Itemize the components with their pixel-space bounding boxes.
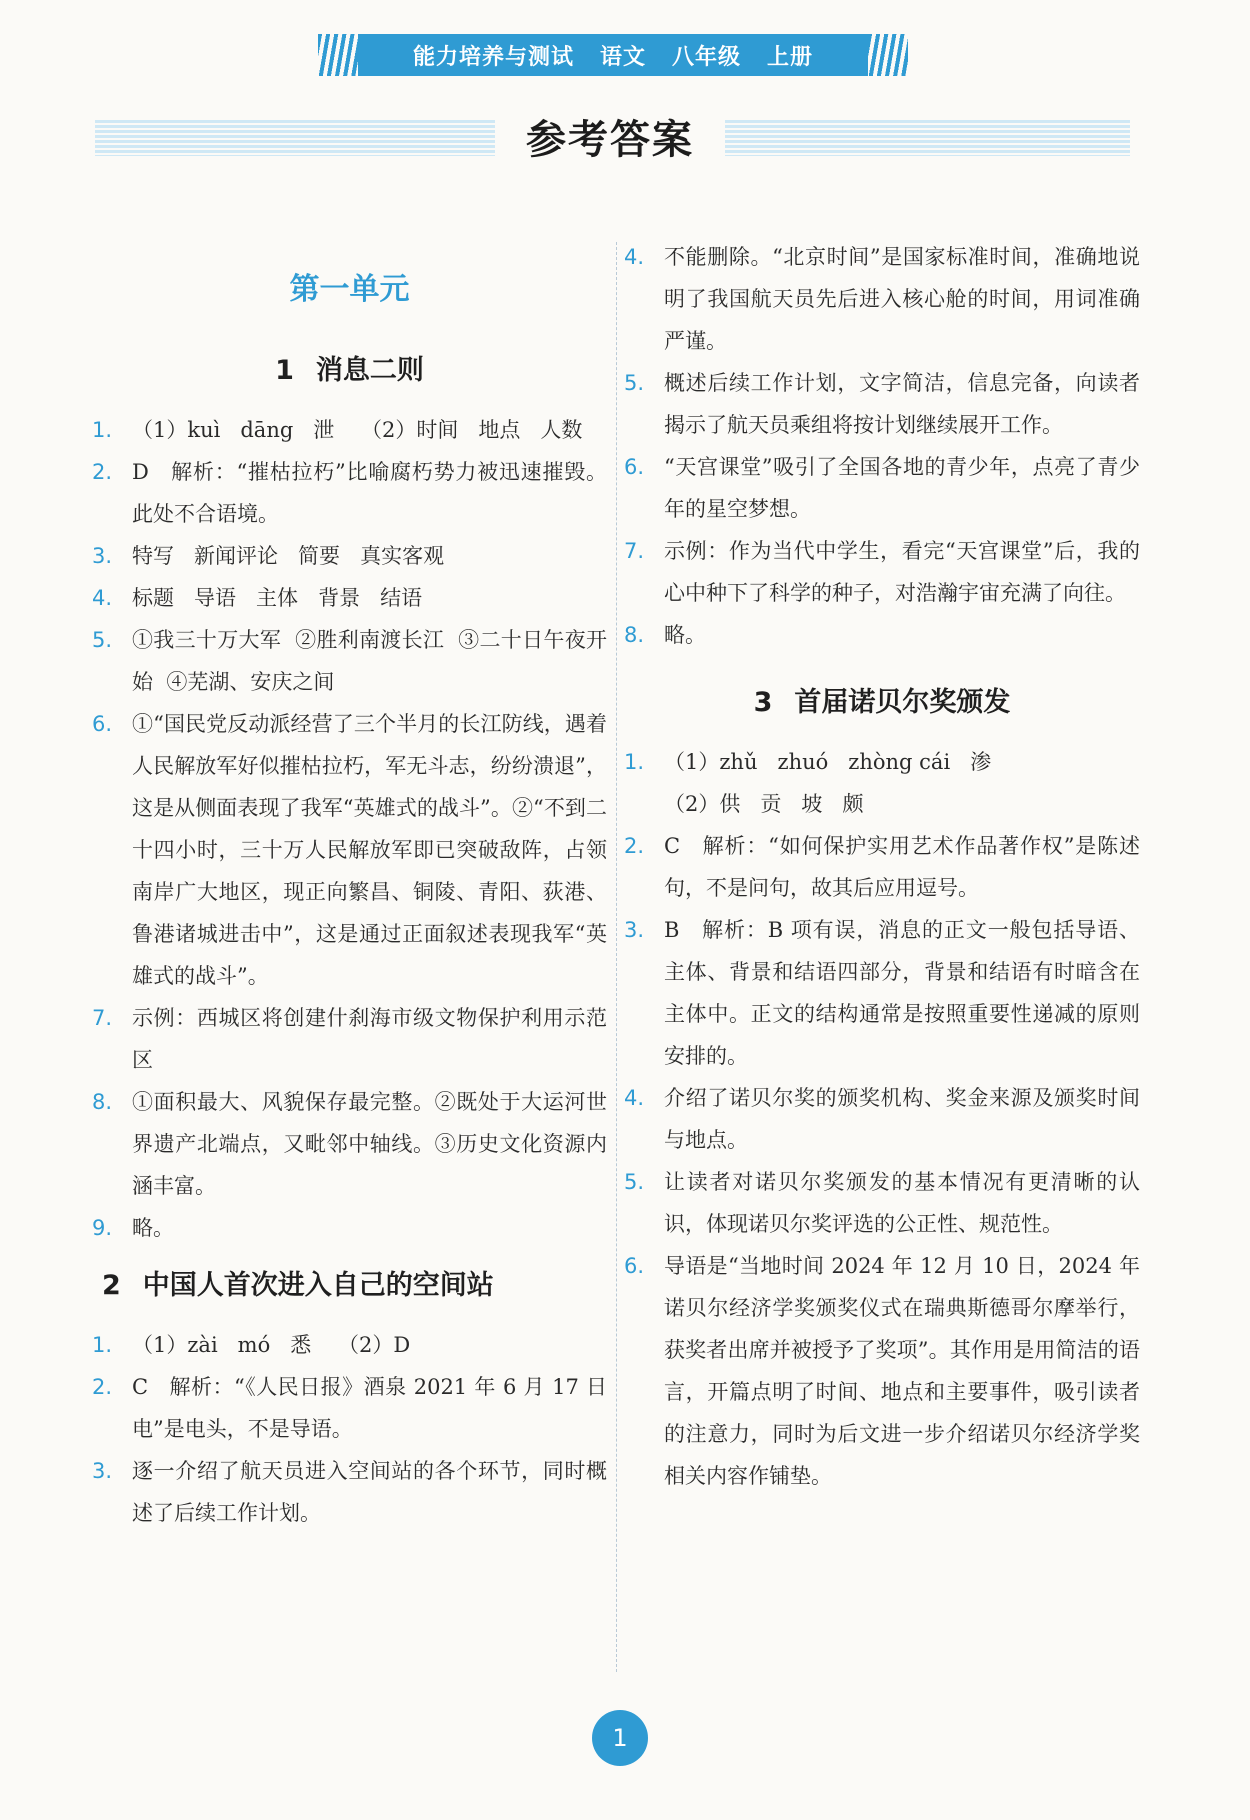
answer-item	[92, 409, 607, 451]
answer-text: 让读者对诺贝尔奖颁发的基本情况有更清晰的认识，体现诺贝尔奖评选的公正性、规范性。	[664, 1170, 1140, 1236]
lesson-number: 2	[102, 1270, 121, 1301]
answer-number: 4.	[624, 1086, 645, 1110]
title-decoration-left	[95, 120, 495, 156]
answer-text: 概述后续工作计划，文字简洁，信息完备，向读者揭示了航天员乘组将按计划继续展开工作。	[664, 371, 1140, 437]
answer-item	[624, 614, 1140, 656]
answer-list	[624, 741, 1140, 1497]
answer-text: C 解析：“如何保护实用艺术作品著作权”是陈述句，不是问句，故其后应用逗号。	[664, 834, 1140, 900]
answer-number: 4.	[92, 586, 113, 610]
lesson-title	[624, 680, 1140, 719]
answer-number: 2.	[624, 834, 645, 858]
answer-text: 逐一介绍了航天员进入空间站的各个环节，同时概述了后续工作计划。	[132, 1459, 607, 1525]
answer-text: 标题 导语 主体 背景 结语	[132, 586, 423, 610]
lesson-number: 3	[753, 687, 773, 718]
answer-number: 1.	[92, 1333, 113, 1357]
answer-text: （1）zhǔ zhuó zhòng cái 渗 （2）供 贡 坡 颇	[664, 750, 992, 816]
answer-text: 不能删除。“北京时间”是国家标准时间，准确地说明了我国航天员先后进入核心舱的时间，用词准确严谨。	[664, 245, 1140, 353]
answer-text: B 解析：B 项有误，消息的正文一般包括导语、主体、背景和结语四部分，背景和结语有时暗含在主体中。正文的结构通常是按照重要性递减的原则安排的。	[664, 918, 1140, 1068]
lesson-name: 首届诺贝尔奖颁发	[794, 687, 1011, 718]
answer-number: 5.	[624, 371, 645, 395]
answer-item	[624, 530, 1140, 614]
answer-number: 4.	[624, 245, 645, 269]
answer-number: 5.	[92, 628, 113, 652]
answer-number: 5.	[624, 1170, 645, 1194]
answer-number: 1.	[624, 750, 645, 774]
answer-item	[92, 451, 607, 535]
answer-item	[624, 1077, 1140, 1161]
page-title: 参考答案	[526, 117, 694, 163]
answer-number: 2.	[92, 1375, 113, 1399]
book-header-text: 能力培养与测试 语文 八年级 上册	[413, 44, 813, 70]
lesson-number: 1	[275, 355, 294, 386]
answer-text: 略。	[664, 623, 706, 647]
answer-number: 3.	[624, 918, 645, 942]
answer-item	[92, 577, 607, 619]
answer-item	[92, 1081, 607, 1207]
answer-list	[624, 236, 1140, 656]
answer-item	[624, 446, 1140, 530]
answer-number: 9.	[92, 1216, 113, 1240]
answer-number: 6.	[92, 712, 113, 736]
right-column	[624, 236, 1140, 1497]
answer-number: 3.	[92, 544, 113, 568]
answer-text: 示例：西城区将创建什刹海市级文物保护利用示范区	[132, 1006, 607, 1072]
page-title-row	[95, 108, 1130, 168]
answer-text: 略。	[132, 1216, 174, 1240]
answer-list	[92, 409, 607, 1249]
answer-number: 7.	[624, 539, 645, 563]
answer-item	[624, 1161, 1140, 1245]
title-decoration-right	[725, 120, 1130, 156]
answer-text: 示例：作为当代中学生，看完“天宫课堂”后，我的心中种下了科学的种子，对浩瀚宇宙充满了向往。	[664, 539, 1140, 605]
lesson-title	[92, 348, 607, 387]
header-stripes-left	[318, 34, 358, 76]
answer-text: （1）zài mó 悉 （2）D	[132, 1333, 411, 1357]
answer-number: 7.	[92, 1006, 113, 1030]
answer-text: “天宫课堂”吸引了全国各地的青少年，点亮了青少年的星空梦想。	[664, 455, 1140, 521]
answer-number: 8.	[92, 1090, 113, 1114]
answer-text: ①面积最大、风貌保存最完整。②既处于大运河世界遗产北端点，又毗邻中轴线。③历史文化资源内涵丰富。	[132, 1090, 607, 1198]
answer-text: 导语是“当地时间 2024 年 12 月 10 日，2024 年诺贝尔经济学奖颁奖仪式在瑞典斯德哥尔摩举行，获奖者出席并被授予了奖项”。其作用是用简洁的语言，开篇点明了时间、地点和主要事件，吸引读者的注意力，同时为后文进一步介绍诺贝尔经济学奖相关内容作铺垫。	[664, 1254, 1140, 1488]
answer-item	[624, 1245, 1140, 1497]
answer-number: 8.	[624, 623, 645, 647]
answer-item	[624, 741, 1140, 825]
answer-text: （1）kuì dāng 泄 （2）时间 地点 人数	[132, 418, 583, 442]
left-column	[92, 250, 607, 1534]
lesson-title	[92, 1263, 607, 1302]
page-number: 1	[592, 1710, 648, 1766]
answer-text: 特写 新闻评论 简要 真实客观	[132, 544, 445, 568]
answer-item	[92, 703, 607, 997]
answer-number: 6.	[624, 1254, 645, 1278]
answer-text: ①我三十万大军 ②胜利南渡长江 ③二十日午夜开始 ④芜湖、安庆之间	[132, 628, 607, 694]
answer-item	[624, 236, 1140, 362]
answer-item	[92, 535, 607, 577]
lesson-name: 消息二则	[315, 355, 424, 386]
header-stripes-right	[868, 34, 908, 76]
lesson-name: 中国人首次进入自己的空间站	[142, 1270, 494, 1301]
answer-item	[92, 1207, 607, 1249]
book-header-band	[358, 34, 868, 76]
answer-item	[92, 997, 607, 1081]
column-divider	[616, 242, 617, 1672]
answer-item	[624, 825, 1140, 909]
unit-title: 第一单元	[289, 272, 410, 307]
answer-item	[92, 1324, 607, 1366]
answer-item	[92, 619, 607, 703]
answer-item	[92, 1450, 607, 1534]
answer-text: 介绍了诺贝尔奖的颁奖机构、奖金来源及颁奖时间与地点。	[664, 1086, 1140, 1152]
answer-number: 6.	[624, 455, 645, 479]
answer-item	[92, 1366, 607, 1450]
answer-text: C 解析：“《人民日报》酒泉 2021 年 6 月 17 日电”是电头，不是导语。	[132, 1375, 607, 1441]
answer-number: 3.	[92, 1459, 113, 1483]
answer-number: 1.	[92, 418, 113, 442]
answer-item	[624, 909, 1140, 1077]
answer-text: ①“国民党反动派经营了三个半月的长江防线，遇着人民解放军好似摧枯拉朽，军无斗志，纷纷溃退”，这是从侧面表现了我军“英雄式的战斗”。②“不到二十四小时，三十万人民解放军即已突破敌阵，占领南岸广大地区，现正向繁昌、铜陵、青阳、荻港、鲁港诸城进击中”，这是通过正面叙述表现我军“英雄式的战斗”。	[132, 712, 607, 988]
answer-text: D 解析：“摧枯拉朽”比喻腐朽势力被迅速摧毁。此处不合语境。	[132, 460, 607, 526]
answer-number: 2.	[92, 460, 113, 484]
answer-item	[624, 362, 1140, 446]
answer-list	[92, 1324, 607, 1534]
